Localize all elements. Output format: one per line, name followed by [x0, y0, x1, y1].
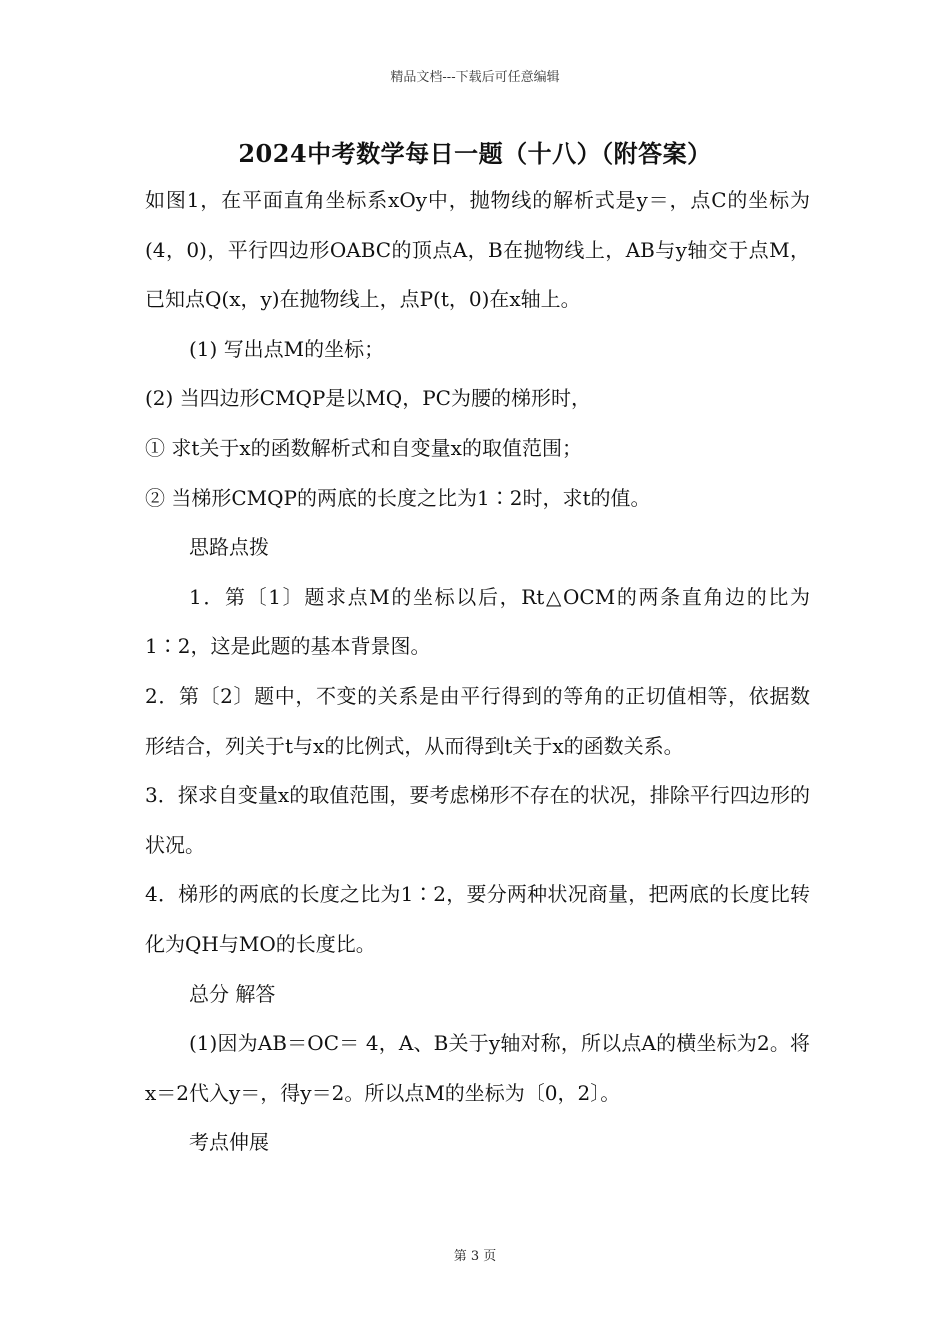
hint-item: 2．第〔2〕题中，不变的关系是由平行得到的等角的正切值相等，依据数形结合，列关于t与x的比例式，从而得到t关于x的函数关系。	[145, 683, 810, 758]
question-2: (2) 当四边形CMQP是以MQ，PC为腰的梯形时，	[145, 386, 591, 411]
document-body	[145, 176, 810, 1168]
page-number: 第 3 页	[453, 1249, 497, 1264]
question-1: (1) 写出点M的坐标；	[189, 336, 385, 361]
solution-heading: 总分 解答	[189, 981, 276, 1006]
extension-heading: 考点伸展	[189, 1130, 269, 1155]
problem-statement: 如图1，在平面直角坐标系xOy中，抛物线的解析式是y＝，点C的坐标为(4，0)，平行四边形OABC的顶点A，B在抛物线上，AB与y轴交于点M，已知点Q(x，y)在抛物线上，点P(t，0)在x轴上。	[145, 188, 810, 312]
solution-part-1: (1)因为AB＝OC＝ 4，A、B关于y轴对称，所以点A的横坐标为2。将x＝2代入y＝，得y＝2。所以点M的坐标为〔0，2〕。	[145, 1031, 810, 1105]
hint-item: 3．探求自变量x的取值范围，要考虑梯形不存在的状况，排除平行四边形的状况。	[145, 783, 810, 857]
page-header: 精品文档---下载后可任意编辑	[390, 70, 560, 85]
question-2a: ① 求t关于x的函数解析式和自变量x的取值范围；	[145, 435, 582, 460]
hints-heading: 思路点拨	[189, 535, 269, 560]
question-2b: ② 当梯形CMQP的两底的长度之比为1∶2时，求t的值。	[145, 485, 651, 510]
document-title: 2024中考数学每日一题（十八）（附答案）	[238, 139, 712, 168]
hint-item: 1．第〔1〕题求点M的坐标以后，Rt△OCM的两条直角边的比为1∶2，这是此题的基本背景图。	[145, 584, 810, 659]
hint-item: 4．梯形的两底的长度之比为1∶2，要分两种状况商量，把两底的长度比转化为QH与MO的长度比。	[145, 882, 810, 956]
